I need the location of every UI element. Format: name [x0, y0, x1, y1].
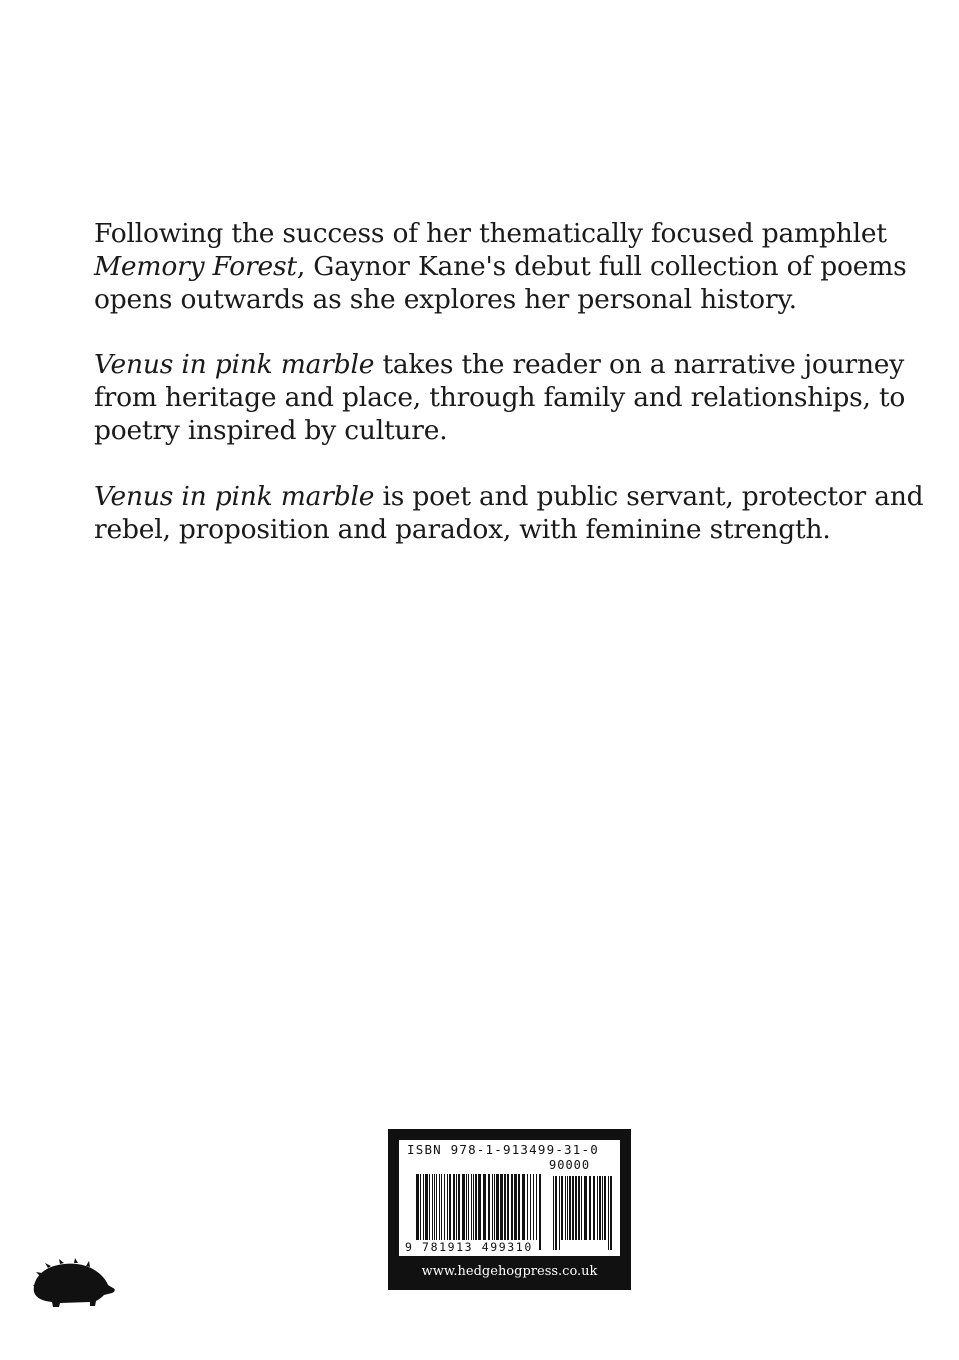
barcode-bar [561, 1176, 563, 1240]
ean-digits: 9 781913 499310 [405, 1240, 533, 1254]
blurb-paragraph-2 [94, 349, 924, 447]
barcode-bar [504, 1174, 506, 1240]
barcode-bar [436, 1174, 437, 1240]
barcode-bar [514, 1174, 517, 1250]
barcode-bar [473, 1174, 474, 1240]
barcode-bar [488, 1174, 490, 1240]
barcode-bar [507, 1174, 509, 1240]
barcode-bar [597, 1176, 598, 1240]
barcode-panel [399, 1140, 620, 1256]
barcode-bar [478, 1174, 481, 1240]
barcode-bar [447, 1174, 448, 1240]
publisher-url: www.hedgehogpress.co.uk [421, 1264, 598, 1279]
barcode-bar [559, 1176, 560, 1250]
barcode-bar [462, 1174, 465, 1240]
blurb-p1-text-b: , Gaynor Kane's debut full collection of poems opens outwards as she explores her personal history. [94, 250, 907, 315]
barcode-bar [536, 1174, 537, 1240]
barcode-bar [569, 1176, 571, 1240]
barcode-bar [511, 1174, 513, 1250]
barcode-bar [539, 1174, 541, 1250]
barcode-bar [468, 1174, 469, 1240]
barcode-bar [449, 1174, 451, 1240]
barcode-bar [425, 1174, 428, 1240]
blurb-p1-text-a: Following the success of her thematically focused pamphlet [94, 218, 887, 249]
barcode-bar [555, 1176, 557, 1250]
barcode-bar [533, 1174, 534, 1240]
barcode-bar [602, 1176, 603, 1240]
barcode-bar [471, 1174, 472, 1240]
hedgehog-icon [32, 1258, 116, 1308]
barcode-bar [604, 1176, 606, 1240]
barcode-bar [429, 1174, 430, 1240]
barcode-bar [492, 1174, 493, 1240]
blurb-paragraph-1 [94, 218, 924, 316]
barcode-bar [432, 1174, 433, 1240]
ean-barcode-bars [416, 1174, 544, 1250]
barcode-bar [453, 1174, 455, 1240]
barcode-bar [608, 1176, 609, 1250]
barcode-bar [420, 1174, 421, 1250]
barcode-bar [584, 1176, 587, 1240]
barcode-bar [494, 1174, 495, 1240]
barcode-bar [567, 1176, 568, 1240]
barcode-bar [434, 1174, 435, 1240]
barcode-bar [423, 1174, 424, 1250]
barcode-bar [444, 1174, 445, 1240]
barcode-bar [599, 1176, 601, 1240]
isbn-barcode-block [388, 1129, 631, 1290]
isbn-label: ISBN 978-1-913499-31-0 [407, 1142, 599, 1157]
barcode-bar [500, 1174, 503, 1240]
blurb-paragraph-3 [94, 481, 924, 547]
barcode-bar [572, 1176, 574, 1240]
back-cover-blurb [94, 218, 924, 579]
barcode-bar [466, 1174, 467, 1240]
barcode-bar [530, 1174, 531, 1240]
barcode-bar [578, 1176, 580, 1240]
barcode-bar [553, 1176, 554, 1250]
barcode-bar [441, 1174, 442, 1240]
barcode-bar [565, 1176, 566, 1240]
barcode-bar [581, 1176, 582, 1240]
blurb-p2-text: takes the reader on a narrative journey from heritage and place, through family and relationships, to poetry inspired by culture. [94, 349, 906, 446]
barcode-bar [518, 1174, 520, 1250]
barcode-bar [475, 1174, 477, 1240]
price-addon-bars [553, 1176, 613, 1250]
barcode-bar [456, 1174, 457, 1240]
barcode-bar [439, 1174, 440, 1240]
blurb-p3-title: Venus in pink marble [94, 480, 375, 512]
barcode-bar [610, 1176, 612, 1250]
blurb-p3-text: is poet and public servant, protector and rebel, proposition and paradox, with feminine strength. [94, 480, 924, 545]
barcode-bar [416, 1174, 419, 1250]
price-code: 90000 [549, 1158, 591, 1172]
blurb-p2-title: Venus in pink marble [94, 349, 375, 381]
barcode-bar [589, 1176, 591, 1240]
barcode-bar [496, 1174, 499, 1240]
barcode-bar [575, 1176, 577, 1240]
barcode-bar [458, 1174, 460, 1240]
barcode-bar [527, 1174, 528, 1240]
blurb-p1-title: Memory Forest [94, 250, 297, 282]
barcode-bar [483, 1174, 486, 1240]
barcode-bar [522, 1174, 525, 1240]
barcode-bar [593, 1176, 595, 1240]
